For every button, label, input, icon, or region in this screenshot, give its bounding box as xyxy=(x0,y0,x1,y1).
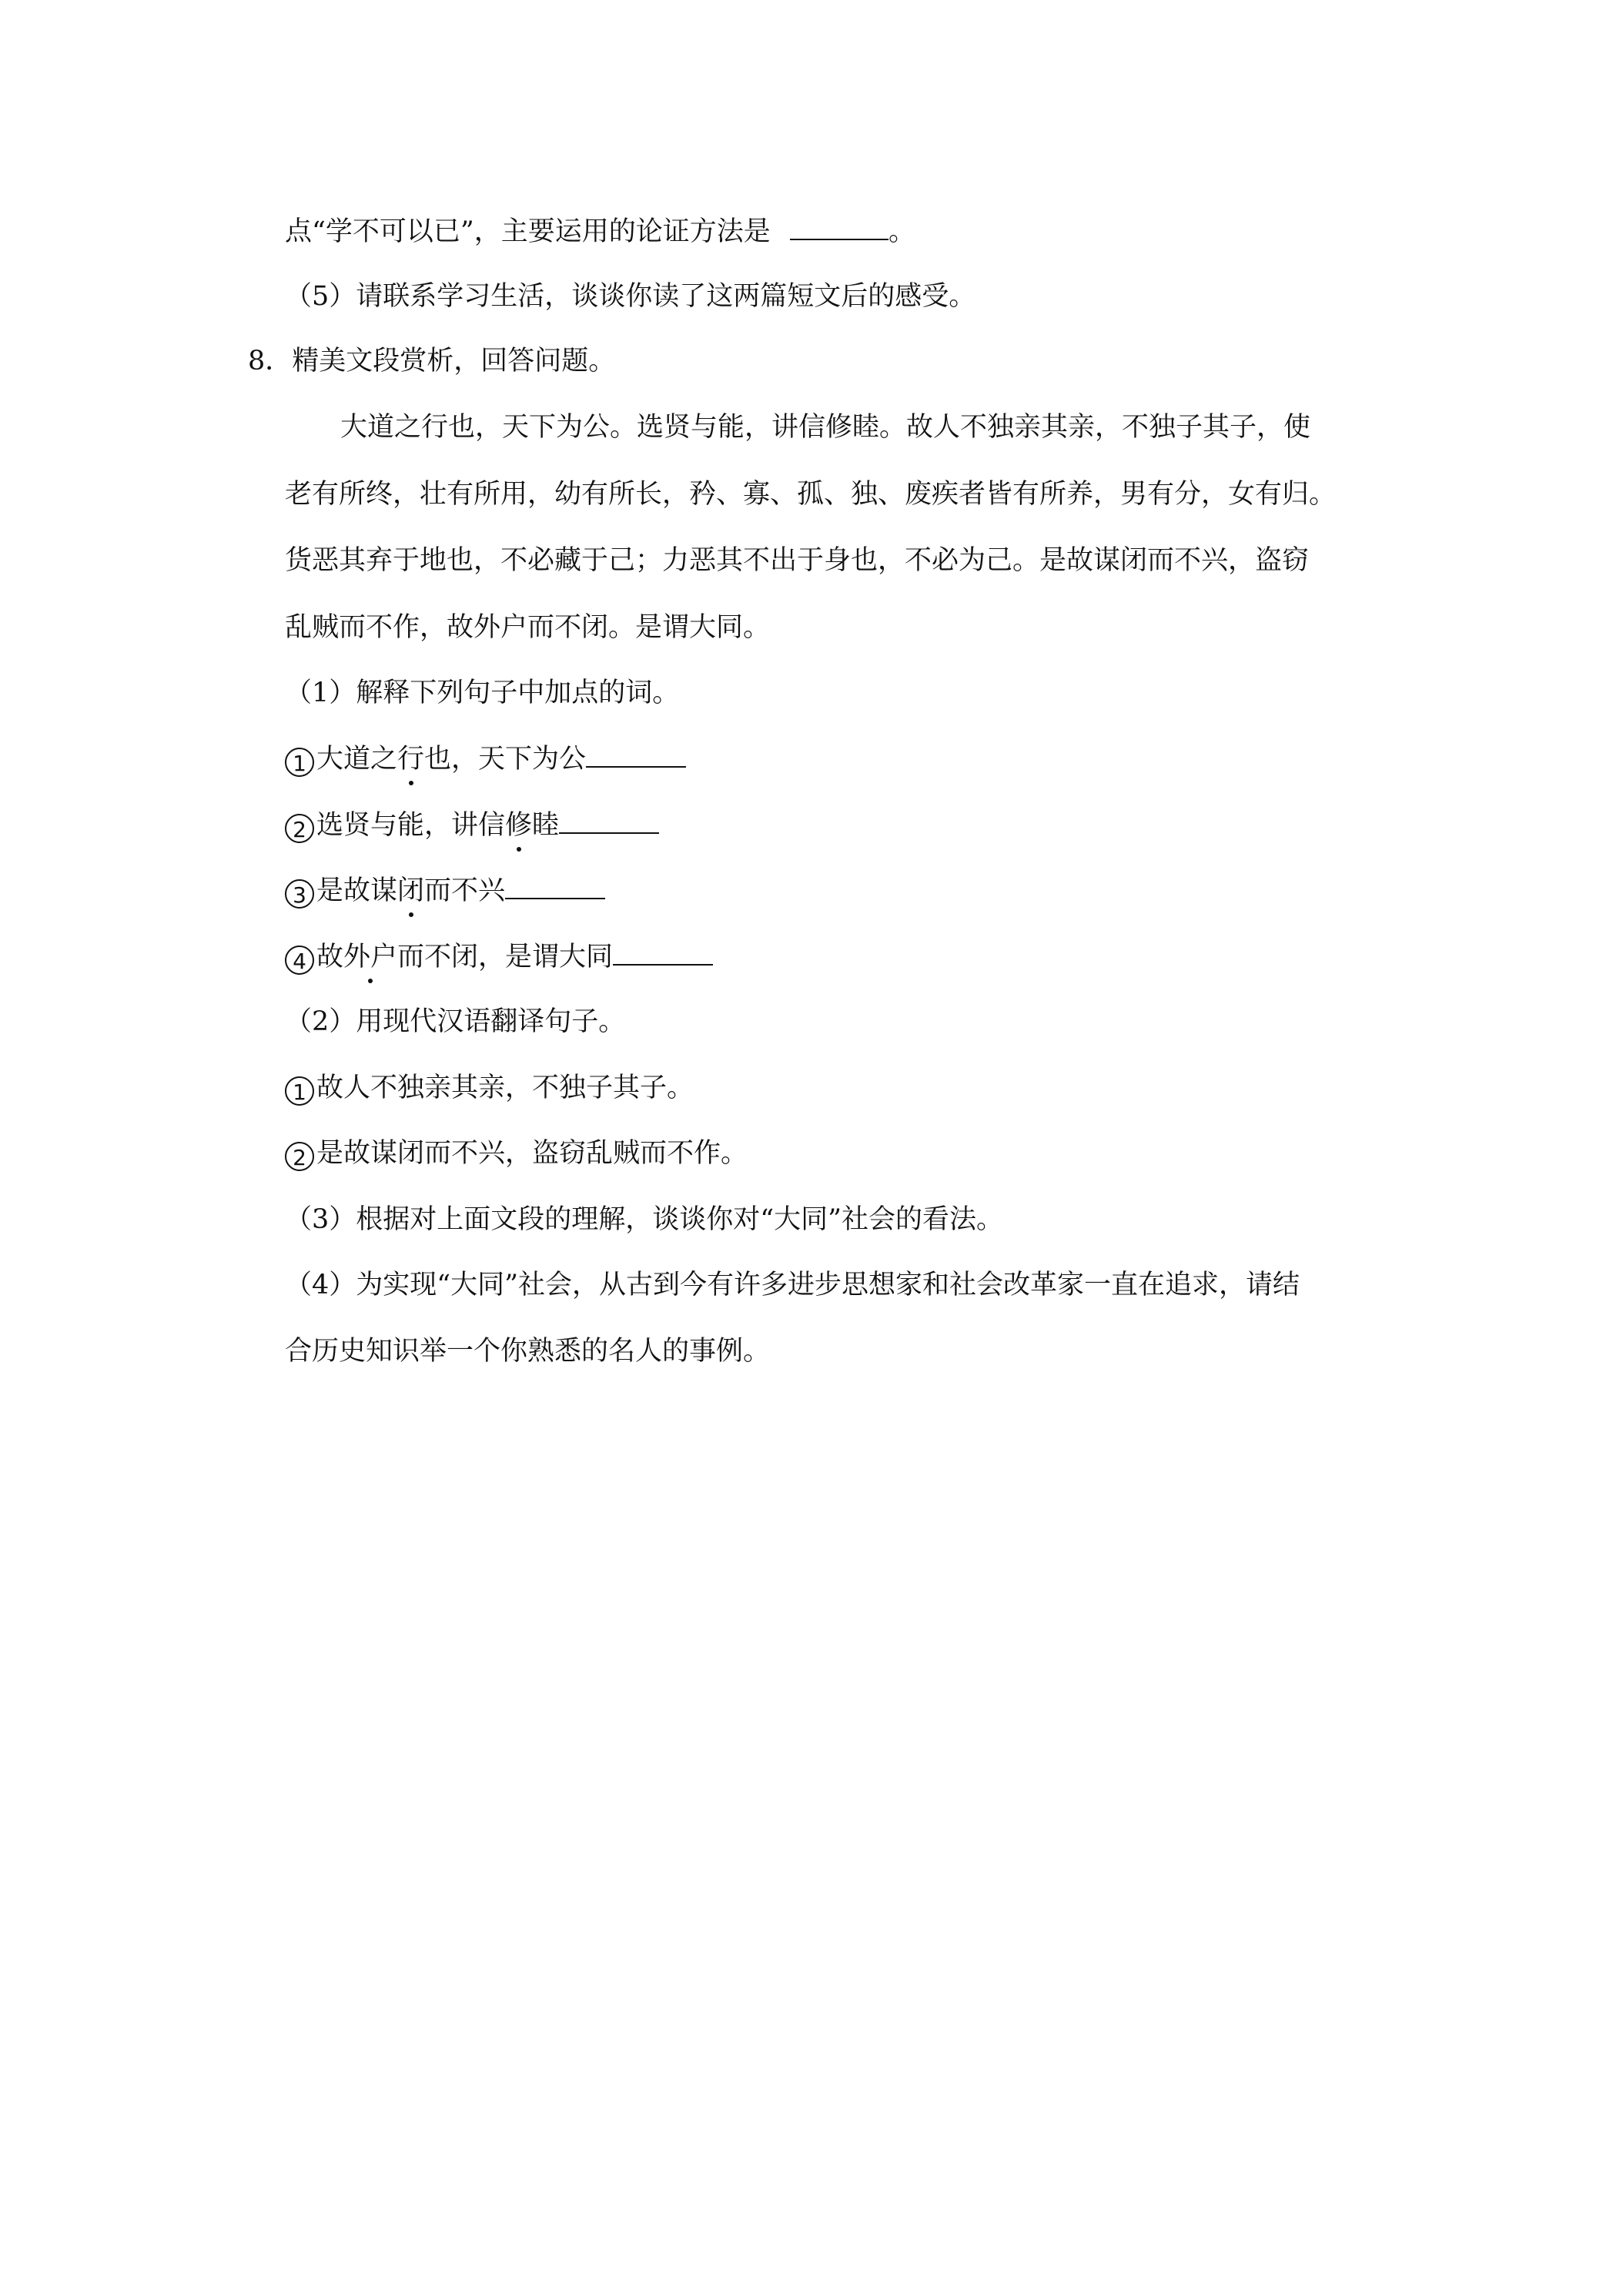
answer-blank[interactable] xyxy=(586,741,686,768)
answer-blank[interactable] xyxy=(559,808,659,834)
item-text: 而不闭，是谓大同 xyxy=(397,942,614,972)
q8-sub1-item xyxy=(285,939,713,975)
dotted-word: 闭 xyxy=(397,875,425,906)
q7-method-text: 点“学不可以已”，主要运用的论证方法是 xyxy=(285,216,771,247)
passage-line: 货恶其弃于地也，不必藏于己；力恶其不出于身也，不必为己。是故谋闭而不兴，盗窃 xyxy=(285,545,1310,576)
item-text: 而不兴 xyxy=(424,875,506,906)
passage-line: 大道之行也，天下为公。选贤与能，讲信修睦。故人不独亲其亲，不独子其子，使 xyxy=(340,412,1311,443)
circled-number: 1 xyxy=(285,748,314,777)
item-text: 选贤与能，讲信 xyxy=(316,810,506,841)
answer-blank[interactable] xyxy=(790,214,888,240)
item-text: 大道之 xyxy=(316,744,398,775)
dotted-word: 行 xyxy=(397,744,425,775)
q8-sub1-item xyxy=(285,741,686,777)
dotted-word: 修 xyxy=(505,810,533,841)
q8-sub3: （3）根据对上面文段的理解，谈谈你对“大同”社会的看法。 xyxy=(285,1204,1004,1235)
item-text: 睦 xyxy=(532,810,560,841)
q7-method-suffix: 。 xyxy=(888,216,915,247)
passage-line: 乱贼而不作，故外户而不闭。是谓大同。 xyxy=(285,612,771,643)
passage-line: 老有所终，壮有所用，幼有所长，矜、寡、孤、独、废疾者皆有所养，男有分，女有归。 xyxy=(285,479,1337,510)
item-text: 是故谋 xyxy=(316,875,398,906)
q8-sub1-item xyxy=(285,808,659,843)
q8-sub1: （1）解释下列句子中加点的词。 xyxy=(285,678,680,708)
circled-number: 3 xyxy=(285,879,314,909)
circled-number: 4 xyxy=(285,946,314,975)
q8-sub4-line2: 合历史知识举一个你熟悉的名人的事例。 xyxy=(285,1336,771,1367)
q8-sub2-item xyxy=(285,1071,694,1106)
circled-number: 2 xyxy=(285,814,314,843)
q7-sub5: （5）请联系学习生活，谈谈你读了这两篇短文后的感受。 xyxy=(285,281,976,312)
q8-sub4-line1: （4）为实现“大同”社会，从古到今有许多进步思想家和社会改革家一直在追求，请结 xyxy=(285,1270,1300,1300)
answer-blank[interactable] xyxy=(505,873,605,899)
answer-blank[interactable] xyxy=(613,939,713,966)
q8-sub2-item xyxy=(285,1136,748,1171)
circled-number: 2 xyxy=(285,1142,314,1171)
q8-title: 8．精美文段赏析，回答问题。 xyxy=(248,346,616,377)
item-text: 也，天下为公 xyxy=(424,744,587,775)
q7-method-line xyxy=(285,214,915,249)
dotted-word: 外户 xyxy=(343,942,398,972)
circled-number: 1 xyxy=(285,1076,314,1106)
item-text: 故 xyxy=(316,942,344,972)
q8-sub2: （2）用现代汉语翻译句子。 xyxy=(285,1006,626,1037)
item-text: 故人不独亲其亲，不独子其子。 xyxy=(316,1073,694,1103)
q8-sub1-item xyxy=(285,873,605,909)
item-text: 是故谋闭而不兴，盗窃乱贼而不作。 xyxy=(316,1138,748,1169)
